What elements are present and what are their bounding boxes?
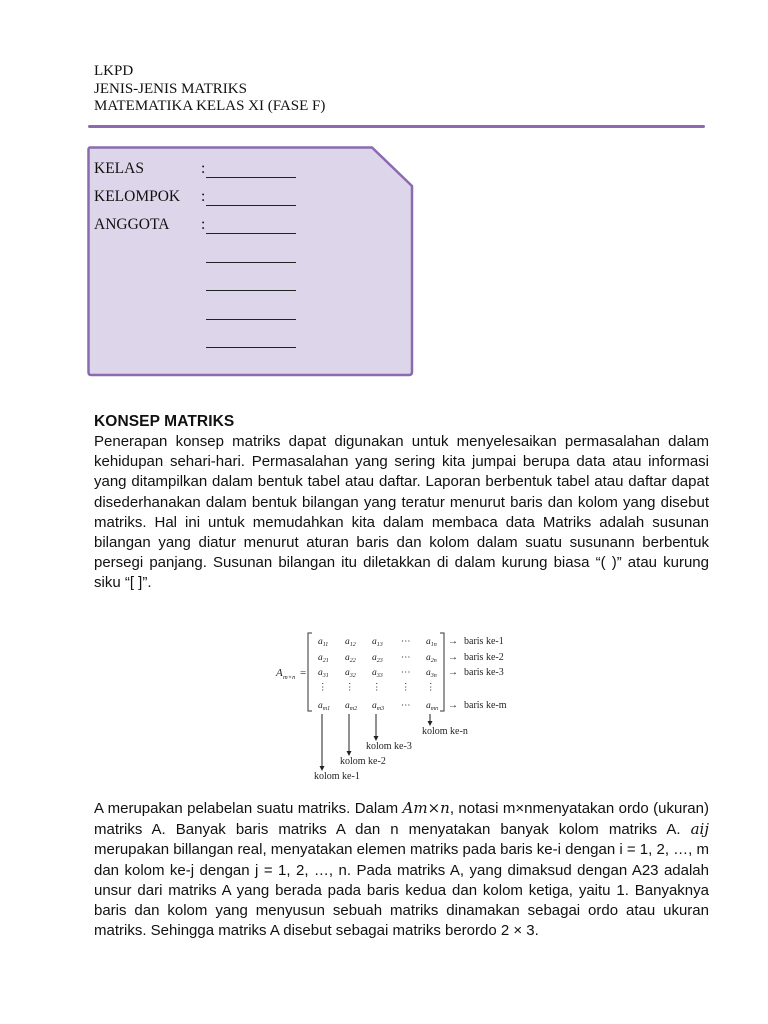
column-label: kolom ke-3 bbox=[366, 741, 412, 752]
header-line-subject: MATEMATIKA KELAS XI (FASE F) bbox=[94, 98, 326, 114]
matrix-cell: ⋮ bbox=[345, 683, 355, 693]
row-label: baris ke-2 bbox=[464, 652, 504, 663]
matrix-cell: $a_{2n}$ bbox=[426, 653, 437, 664]
row-label-arrow: → bbox=[448, 667, 458, 678]
anggota-colon: : bbox=[201, 216, 206, 233]
kelompok-label: KELOMPOK bbox=[94, 188, 181, 205]
matrix-subscript: m×n bbox=[283, 674, 296, 681]
matrix-cell: $a_{13}$ bbox=[372, 637, 383, 648]
matrix-cell: $a_{22}$ bbox=[345, 653, 356, 664]
column-label: kolom ke-1 bbox=[314, 771, 360, 782]
matrix-name: A bbox=[276, 667, 283, 679]
matrix-cell: ⋯ bbox=[401, 668, 411, 678]
kelas-label: KELAS bbox=[94, 160, 144, 177]
column-label: kolom ke-2 bbox=[340, 756, 386, 767]
matrix-cell: ⋯ bbox=[401, 701, 411, 711]
anggota-blank-line-5[interactable] bbox=[206, 347, 296, 348]
anggota-blank-line-3[interactable] bbox=[206, 290, 296, 291]
column-labels bbox=[314, 714, 468, 782]
matrix-cell: $a_{31}$ bbox=[318, 668, 329, 679]
explanation-text-c: merupakan billangan real, menyatakan elemen matriks pada baris ke-i dengan i = 1, 2, …, m dan kolom ke-j dengan j = 1, 2, …, n. Pada matriks A, yang dimaksud dengan A23 adalah unsur dari matriks A yang berada pada baris kedua dan kolom ketiga, yaitu 1. Banyaknya baris dan kolom yang menyusun sebuah matriks dinamakan sebagai ordo atau ukuran matriks. Sehingga matriks A disebut sebagai matriks berordo 2 × 3. bbox=[94, 841, 709, 940]
intro-paragraph: Penerapan konsep matriks dapat digunakan untuk menyelesaikan permasalahan dalam kehidupan sehari-hari. Permasalahan yang sering kita jumpai berupa data atau informasi yang ditampilkan dalam bentuk tabel atau daftar. Laporan berbentuk tabel atau daftar dapat disederhanakan dalam bentuk bilangan yang teratur menurut baris dan kolom yang disebut matriks. Hal ini untuk memudahkan kita dalam membaca data Matriks adalah susunan bilangan yang diatur menurut aturan baris dan kolom dalam suatu susunann berbentuk persegi panjang. Susunan bilangan itu diletakkan di dalam kurung biasa “( )” atau kurung siku “[ ]”. bbox=[94, 433, 709, 592]
matrix-cell: $a_{mn}$ bbox=[426, 701, 439, 712]
document-header bbox=[94, 63, 325, 116]
matrix-order-notation: Am×n bbox=[402, 799, 450, 817]
matrix-diagram bbox=[270, 622, 550, 790]
matrix-cell: ⋯ bbox=[401, 637, 411, 647]
row-labels bbox=[448, 636, 507, 711]
matrix-cell: ⋮ bbox=[318, 683, 328, 693]
row-label-arrow: → bbox=[448, 652, 458, 663]
anggota-label: ANGGOTA bbox=[94, 216, 170, 233]
matrix-notation-figure bbox=[270, 622, 550, 790]
section-title: KONSEP MATRIKS bbox=[94, 413, 235, 430]
matrix-cell: $a_{32}$ bbox=[345, 668, 356, 679]
anggota-blank-line-4[interactable] bbox=[206, 319, 296, 320]
matrix-cell: $a_{21}$ bbox=[318, 653, 329, 664]
column-label: kolom ke-n bbox=[422, 726, 468, 737]
matrix-cell: ⋮ bbox=[426, 683, 436, 693]
matrix-cell: $a_{m1}$ bbox=[318, 701, 331, 712]
header-line-lkpd: LKPD bbox=[94, 63, 134, 79]
anggota-blank-line-1[interactable] bbox=[206, 233, 296, 234]
row-label: baris ke-m bbox=[464, 700, 507, 711]
matrix-cell: $a_{11}$ bbox=[318, 637, 329, 648]
matrix-cell: ⋯ bbox=[401, 653, 411, 663]
row-label: baris ke-3 bbox=[464, 667, 504, 678]
left-bracket bbox=[308, 633, 312, 711]
matrix-cell: $a_{m3}$ bbox=[372, 701, 385, 712]
matrix-cell: $a_{3n}$ bbox=[426, 668, 437, 679]
matrix-equals: = bbox=[300, 667, 307, 679]
explanation-text-b: , notasi m×nmenyatakan ordo (ukuran) matriks A. Banyak baris matriks A dan n menyatakan banyak kolom matriks A. bbox=[94, 800, 709, 839]
matrix-cell: $a_{m2}$ bbox=[345, 701, 358, 712]
kelompok-colon: : bbox=[201, 188, 206, 205]
matrix-cell: $a_{33}$ bbox=[372, 668, 383, 679]
anggota-blank-line-2[interactable] bbox=[206, 262, 296, 263]
matrix-cell: ⋮ bbox=[401, 683, 411, 693]
kelas-colon: : bbox=[201, 160, 206, 177]
row-label-arrow: → bbox=[448, 700, 458, 711]
row-label-arrow: → bbox=[448, 636, 458, 647]
matrix-cells bbox=[318, 637, 438, 712]
element-notation: aij bbox=[690, 820, 709, 839]
matrix-cell: ⋮ bbox=[372, 683, 382, 693]
explanation-text-a: A merupakan pelabelan suatu matriks. Dalam bbox=[94, 800, 403, 817]
matrix-cell: $a_{12}$ bbox=[345, 637, 356, 648]
header-line-topic: JENIS-JENIS MATRIKS bbox=[94, 80, 247, 97]
explanation-paragraph bbox=[94, 798, 709, 941]
identity-form-box bbox=[87, 146, 414, 377]
kelas-blank-line[interactable] bbox=[206, 177, 296, 178]
matrix-cell: $a_{23}$ bbox=[372, 653, 383, 664]
kelompok-blank-line[interactable] bbox=[206, 205, 296, 206]
right-bracket bbox=[440, 633, 444, 711]
row-label: baris ke-1 bbox=[464, 636, 504, 647]
header-divider bbox=[88, 125, 705, 128]
matrix-cell: $a_{1n}$ bbox=[426, 637, 437, 648]
